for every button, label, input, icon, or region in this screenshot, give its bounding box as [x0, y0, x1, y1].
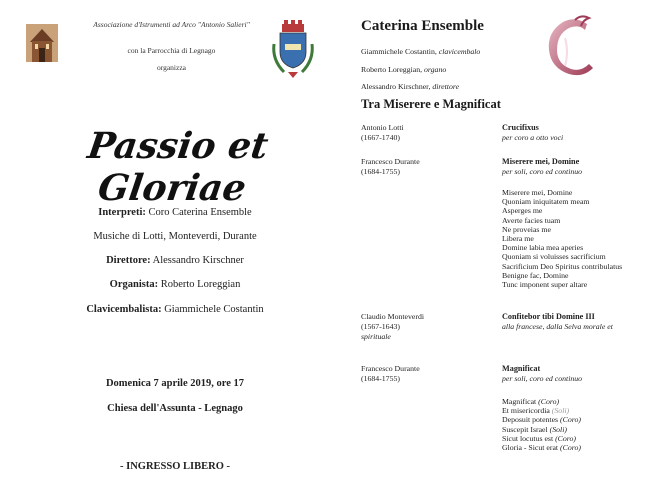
list-item: Tunc imponent super altare — [502, 280, 588, 290]
concert-venue: Chiesa dell'Assunta - Legnago — [107, 403, 243, 414]
performer-2 — [361, 65, 446, 74]
free-entry-note: - INGRESSO LIBERO - — [120, 461, 230, 472]
town-crest-icon — [270, 20, 316, 82]
performer-2-name: Roberto Loreggian, — [361, 65, 425, 74]
church-logo-icon — [26, 24, 58, 62]
list-item: Domine labia mea aperies — [502, 243, 584, 253]
program-item-1-work: Crucifixus per coro a otto voci — [502, 123, 564, 142]
organizer-verb: organizza — [156, 63, 186, 72]
performer-1-name: Giammichele Costantin, — [361, 47, 439, 56]
organista-label: Organista: — [109, 279, 159, 290]
program-item-2-composer: Francesco Durante (1684-1755) — [361, 157, 420, 176]
performer-2-role: organo — [424, 65, 447, 74]
list-item: Et misericordia (Soli) — [502, 406, 570, 416]
organizer-name: Associazione d'Istrumenti ad Arco "Antonio Salieri" — [93, 20, 250, 29]
list-item: Sacrificium Deo Spiritus contribulatus — [502, 261, 623, 271]
list-item: Ne proveias me — [502, 224, 551, 234]
list-item: Libera me — [502, 234, 534, 244]
magnificat-sections-list — [502, 397, 662, 452]
program-item-4-composer: Francesco Durante (1684-1755) — [361, 364, 420, 383]
list-item: Magnificat (Coro) — [502, 397, 560, 406]
organista-value: Roberto Loreggian — [158, 279, 241, 290]
direttore-value: Alessandro Kirschner — [150, 255, 244, 266]
direttore-line — [40, 255, 310, 266]
list-item: Asperges me — [502, 206, 543, 216]
program-item-4-work: Magnificat per soli, coro ed continuo — [502, 364, 583, 383]
clavicembalista-label: Clavicembalista: — [86, 304, 162, 315]
list-item: Quoniam si voluisses sacrificium — [502, 252, 606, 262]
concert-date: Domenica 7 aprile 2019, ore 17 — [105, 378, 245, 389]
list-item: Averte facies tuam — [502, 215, 561, 225]
interpreti-value: Coro Caterina Ensemble — [145, 207, 252, 218]
organista-line — [40, 279, 310, 290]
direttore-label: Direttore: — [106, 255, 151, 266]
list-item: Deposuit potentes (Coro) — [502, 415, 581, 425]
list-item: Quoniam iniquitatem meam — [502, 197, 590, 207]
program-item-1-composer: Antonio Lotti (1667-1740) — [361, 123, 404, 142]
performer-3 — [361, 82, 459, 91]
program-title: Tra Miserere e Magnificat — [361, 97, 501, 111]
list-item: Sicut locutus est (Coro) — [502, 433, 576, 443]
ensemble-title: Caterina Ensemble — [361, 18, 484, 34]
performer-3-role: direttore — [432, 82, 460, 91]
decorative-initial-c-icon — [535, 12, 605, 82]
organizer-partner: con la Parrocchia di Legnago — [127, 46, 216, 55]
performer-1 — [361, 47, 480, 56]
concert-title: Passio et Gloriae — [85, 125, 271, 209]
program-item-2-work: Miserere mei, Domine per soli, coro ed continuo — [502, 157, 583, 176]
interpreti-line — [40, 207, 310, 218]
list-item: Gloria - Sicut erat (Coro) — [502, 443, 581, 453]
performer-3-name: Alessandro Kirschner, — [361, 82, 433, 91]
list-item: Benigne fac, Domine — [502, 270, 569, 280]
list-item: Suscepit Israel (Soli) — [502, 424, 567, 434]
clavicembalista-line — [40, 304, 310, 315]
musiche-line: Musiche di Lotti, Monteverdi, Durante — [93, 231, 257, 242]
miserere-sections-list — [502, 188, 662, 289]
clavicembalista-value: Giammichele Costantin — [161, 304, 264, 315]
list-item: Miserere mei, Domine — [502, 188, 573, 197]
interpreti-label: Interpreti: — [98, 207, 146, 218]
program-item-3-composer: Claudio Monteverdi (1567-1643) spirituale — [361, 312, 425, 341]
program-item-3-work: Confitebor tibi Domine III alla francese, dalla Selva morale et — [502, 312, 613, 331]
performer-1-role: clavicembalo — [438, 47, 481, 56]
